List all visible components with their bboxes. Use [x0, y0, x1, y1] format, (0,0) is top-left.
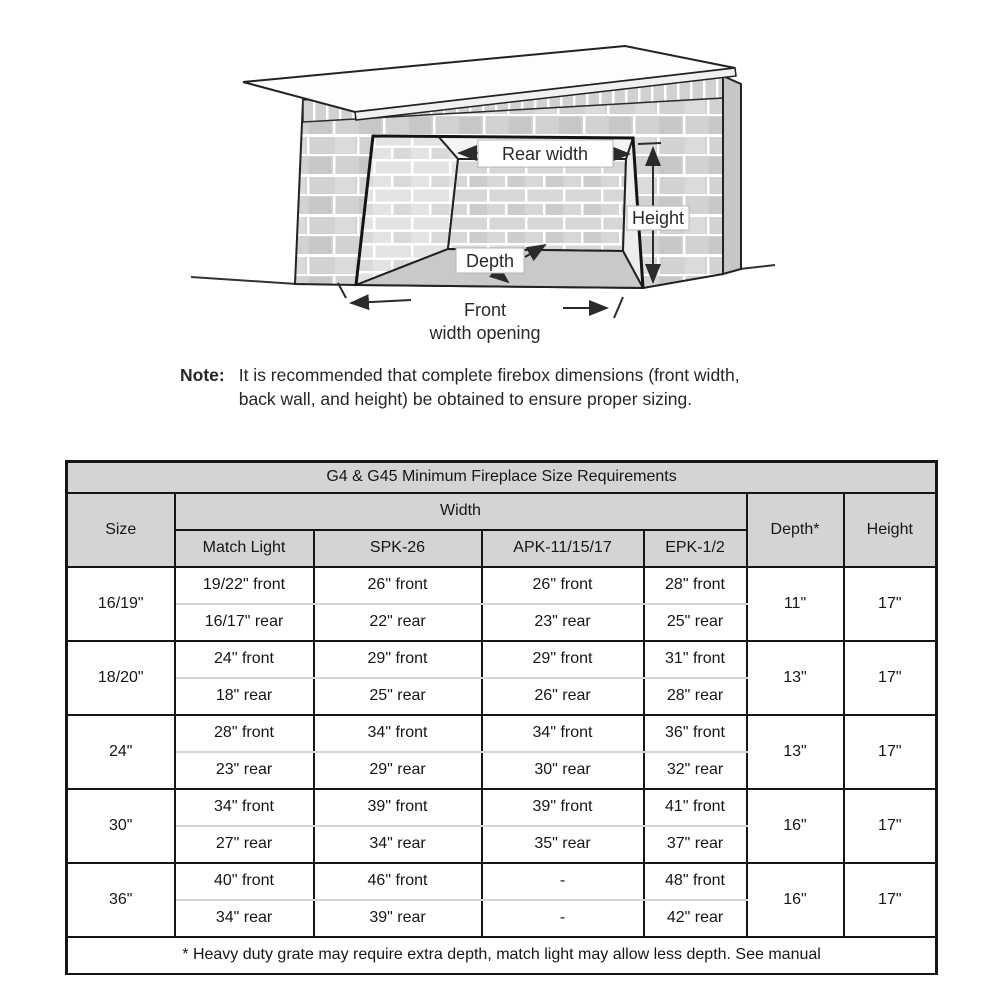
table-footnote: * Heavy duty grate may require extra depth, match light may allow less depth. See manual	[67, 937, 937, 974]
value-cell: 32" rear	[644, 752, 747, 789]
value-cell: 34" rear	[175, 900, 314, 937]
value-cell: 28" rear	[644, 678, 747, 715]
size-cell: 24"	[67, 715, 175, 789]
note-text	[239, 363, 740, 411]
value-cell: 27" rear	[175, 826, 314, 863]
table-row	[67, 567, 937, 604]
value-cell: 29" front	[482, 641, 644, 678]
value-cell: 34" front	[482, 715, 644, 752]
table-row	[67, 789, 937, 826]
height-cell: 17"	[844, 789, 937, 863]
value-cell: 28" front	[644, 567, 747, 604]
col-header-spk26: SPK-26	[314, 530, 482, 567]
value-cell: 34" rear	[314, 826, 482, 863]
size-cell: 18/20"	[67, 641, 175, 715]
table-title: G4 & G45 Minimum Fireplace Size Requirements	[67, 462, 937, 493]
col-header-apk: APK-11/15/17	[482, 530, 644, 567]
value-cell: 34" front	[175, 789, 314, 826]
value-cell: 30" rear	[482, 752, 644, 789]
value-cell: 35" rear	[482, 826, 644, 863]
depth-cell: 11"	[747, 567, 844, 641]
ground-line-left	[191, 277, 297, 284]
value-cell: 31" front	[644, 641, 747, 678]
height-cell: 17"	[844, 641, 937, 715]
col-header-match-light: Match Light	[175, 530, 314, 567]
value-cell: 19/22" front	[175, 567, 314, 604]
size-cell: 36"	[67, 863, 175, 937]
col-header-epk: EPK-1/2	[644, 530, 747, 567]
note	[180, 363, 830, 411]
depth-label: Depth	[465, 251, 515, 271]
col-header-width-group: Width	[175, 493, 747, 530]
note-label: Note:	[180, 365, 225, 385]
value-cell: 40" front	[175, 863, 314, 900]
value-cell: 34" front	[314, 715, 482, 752]
value-cell: -	[482, 900, 644, 937]
value-cell: 42" rear	[644, 900, 747, 937]
depth-cell: 13"	[747, 641, 844, 715]
table-footnote-row	[67, 937, 937, 974]
col-header-size: Size	[67, 493, 175, 567]
firebox-back-wall	[448, 159, 626, 251]
value-cell: 23" rear	[175, 752, 314, 789]
ground-line-right	[740, 265, 775, 269]
front-width-label-line2: width opening	[429, 323, 541, 343]
brick-wall-side	[723, 76, 741, 274]
depth-cell: 16"	[747, 863, 844, 937]
col-header-depth: Depth*	[747, 493, 844, 567]
value-cell: 26" rear	[482, 678, 644, 715]
value-cell: 26" front	[482, 567, 644, 604]
fireplace-diagram	[183, 36, 775, 348]
fireplace-size-table	[65, 460, 938, 975]
value-cell: -	[482, 863, 644, 900]
front-width-arrow-left	[351, 300, 411, 303]
value-cell: 26" front	[314, 567, 482, 604]
depth-cell: 13"	[747, 715, 844, 789]
table-row	[67, 715, 937, 752]
height-tick-top	[638, 143, 661, 144]
value-cell: 46" front	[314, 863, 482, 900]
front-width-tick-right	[614, 297, 623, 318]
height-cell: 17"	[844, 567, 937, 641]
note-line1: It is recommended that complete firebox dimensions (front width,	[238, 365, 740, 385]
table-header-row-1	[67, 493, 937, 530]
value-cell: 41" front	[644, 789, 747, 826]
value-cell: 23" rear	[482, 604, 644, 641]
value-cell: 25" rear	[314, 678, 482, 715]
note-line2: back wall, and height) be obtained to ensure proper sizing.	[238, 389, 693, 410]
value-cell: 48" front	[644, 863, 747, 900]
table-row	[67, 863, 937, 900]
value-cell: 29" rear	[314, 752, 482, 789]
value-cell: 22" rear	[314, 604, 482, 641]
table-row	[67, 641, 937, 678]
front-width-label-line1: Front	[463, 300, 507, 320]
value-cell: 28" front	[175, 715, 314, 752]
height-cell: 17"	[844, 715, 937, 789]
height-label: Height	[631, 208, 685, 228]
value-cell: 39" front	[314, 789, 482, 826]
table-title-row	[67, 462, 937, 493]
fireplace-diagram-svg	[183, 36, 775, 348]
col-header-height: Height	[844, 493, 937, 567]
value-cell: 37" rear	[644, 826, 747, 863]
value-cell: 29" front	[314, 641, 482, 678]
value-cell: 16/17" rear	[175, 604, 314, 641]
height-cell: 17"	[844, 863, 937, 937]
depth-cell: 16"	[747, 789, 844, 863]
value-cell: 39" rear	[314, 900, 482, 937]
rear-width-label: Rear width	[501, 144, 589, 164]
value-cell: 39" front	[482, 789, 644, 826]
size-cell: 16/19"	[67, 567, 175, 641]
size-cell: 30"	[67, 789, 175, 863]
value-cell: 18" rear	[175, 678, 314, 715]
value-cell: 24" front	[175, 641, 314, 678]
value-cell: 36" front	[644, 715, 747, 752]
value-cell: 25" rear	[644, 604, 747, 641]
